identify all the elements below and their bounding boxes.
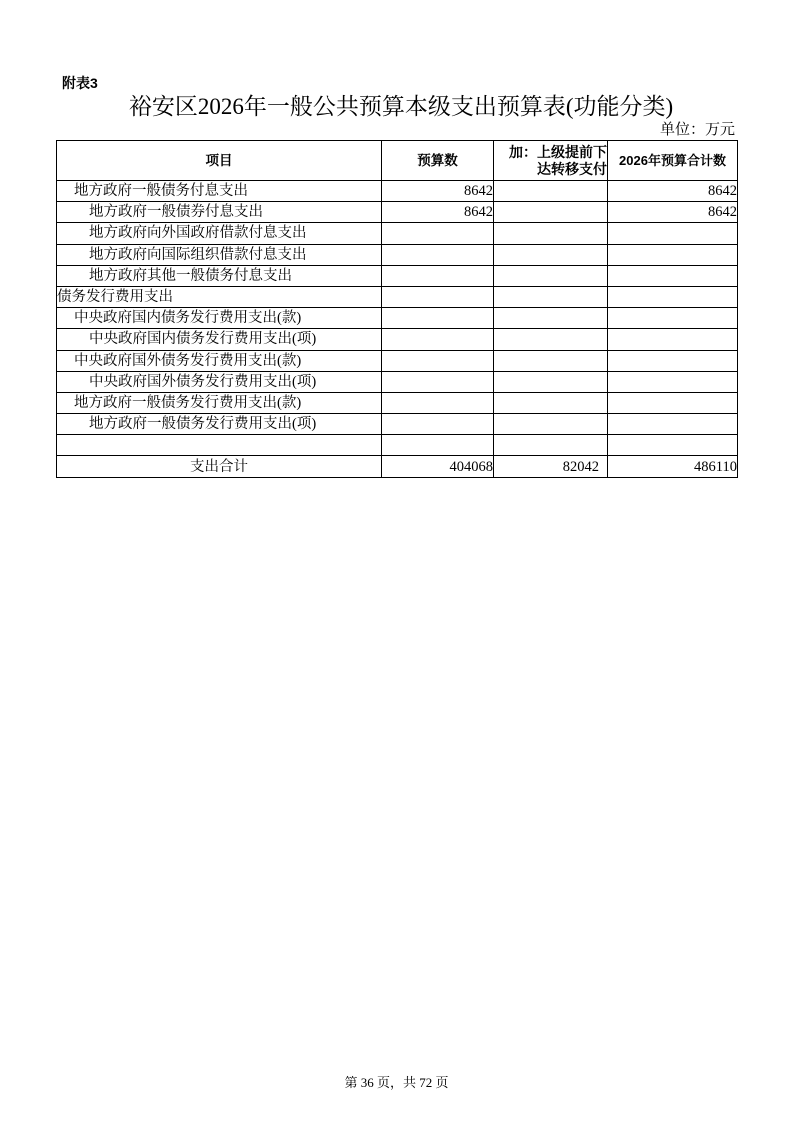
table-row-empty <box>57 435 738 456</box>
cell-total <box>608 435 738 456</box>
table-row <box>57 286 738 307</box>
cell-total <box>608 350 738 371</box>
cell-transfer <box>494 202 608 223</box>
unit-label: 单位：万元 <box>659 122 735 138</box>
cell-transfer <box>494 181 608 202</box>
cell-total <box>608 286 738 307</box>
table-row <box>57 181 738 202</box>
cell-item: 债务发行费用支出 <box>57 286 382 307</box>
cell-transfer <box>494 435 608 456</box>
cell-total <box>608 265 738 286</box>
cell-transfer <box>494 371 608 392</box>
budget-table <box>56 140 738 478</box>
table-header <box>57 141 738 181</box>
cell-budget <box>382 244 494 265</box>
table-row <box>57 392 738 413</box>
cell-budget <box>382 286 494 307</box>
table-row <box>57 308 738 329</box>
cell-item: 地方政府向外国政府借款付息支出 <box>57 223 382 244</box>
cell-item: 地方政府向国际组织借款付息支出 <box>57 244 382 265</box>
cell-budget <box>382 392 494 413</box>
cell-total <box>608 223 738 244</box>
total-row <box>57 456 738 477</box>
cell-transfer <box>494 329 608 350</box>
page-footer: 第 36 页，共 72 页 <box>344 1075 449 1090</box>
table-row <box>57 371 738 392</box>
cell-budget <box>382 435 494 456</box>
table-row <box>57 414 738 435</box>
cell-budget <box>382 265 494 286</box>
table-row <box>57 265 738 286</box>
total-sum: 486110 <box>608 456 738 477</box>
cell-item: 中央政府国内债务发行费用支出(款) <box>57 308 382 329</box>
header-transfer-line-2: 达转移支付 <box>537 160 607 177</box>
cell-total: 8642 <box>608 202 738 223</box>
total-label: 支出合计 <box>57 456 382 477</box>
cell-item: 中央政府国内债务发行费用支出(项) <box>57 329 382 350</box>
table-row <box>57 202 738 223</box>
header-item: 项目 <box>57 141 382 181</box>
cell-budget <box>382 308 494 329</box>
cell-item <box>57 435 382 456</box>
cell-budget: 8642 <box>382 202 494 223</box>
cell-total <box>608 392 738 413</box>
cell-transfer <box>494 223 608 244</box>
cell-item: 中央政府国外债务发行费用支出(项) <box>57 371 382 392</box>
table-row <box>57 329 738 350</box>
cell-transfer <box>494 414 608 435</box>
cell-total <box>608 371 738 392</box>
total-budget: 404068 <box>382 456 494 477</box>
cell-transfer <box>494 392 608 413</box>
cell-transfer <box>494 265 608 286</box>
page-title: 裕安区2026年一般公共预算本级支出预算表(功能分类) <box>128 94 674 119</box>
table-row <box>57 244 738 265</box>
cell-item: 地方政府一般债务发行费用支出(款) <box>57 392 382 413</box>
cell-total <box>608 308 738 329</box>
cell-item: 地方政府其他一般债务付息支出 <box>57 265 382 286</box>
attachment-label: 附表3 <box>62 75 98 91</box>
cell-budget <box>382 414 494 435</box>
table-body <box>57 181 738 478</box>
cell-budget <box>382 350 494 371</box>
table-row <box>57 223 738 244</box>
header-budget: 预算数 <box>382 141 494 181</box>
cell-item: 地方政府一般债务发行费用支出(项) <box>57 414 382 435</box>
cell-budget <box>382 329 494 350</box>
header-total: 2026年预算合计数 <box>608 141 738 181</box>
table-header-row <box>57 141 738 181</box>
cell-transfer <box>494 350 608 371</box>
cell-transfer <box>494 308 608 329</box>
cell-item: 地方政府一般债券付息支出 <box>57 202 382 223</box>
header-transfer-line-1: 加：上级提前下 <box>509 143 607 160</box>
cell-budget: 8642 <box>382 181 494 202</box>
cell-item: 中央政府国外债务发行费用支出(款) <box>57 350 382 371</box>
cell-budget <box>382 371 494 392</box>
cell-item: 地方政府一般债务付息支出 <box>57 181 382 202</box>
cell-budget <box>382 223 494 244</box>
cell-transfer <box>494 244 608 265</box>
header-transfer <box>494 141 608 181</box>
total-transfer: 82042 <box>494 456 608 477</box>
cell-total: 8642 <box>608 181 738 202</box>
table-row <box>57 350 738 371</box>
cell-total <box>608 329 738 350</box>
cell-total <box>608 244 738 265</box>
cell-transfer <box>494 286 608 307</box>
cell-total <box>608 414 738 435</box>
